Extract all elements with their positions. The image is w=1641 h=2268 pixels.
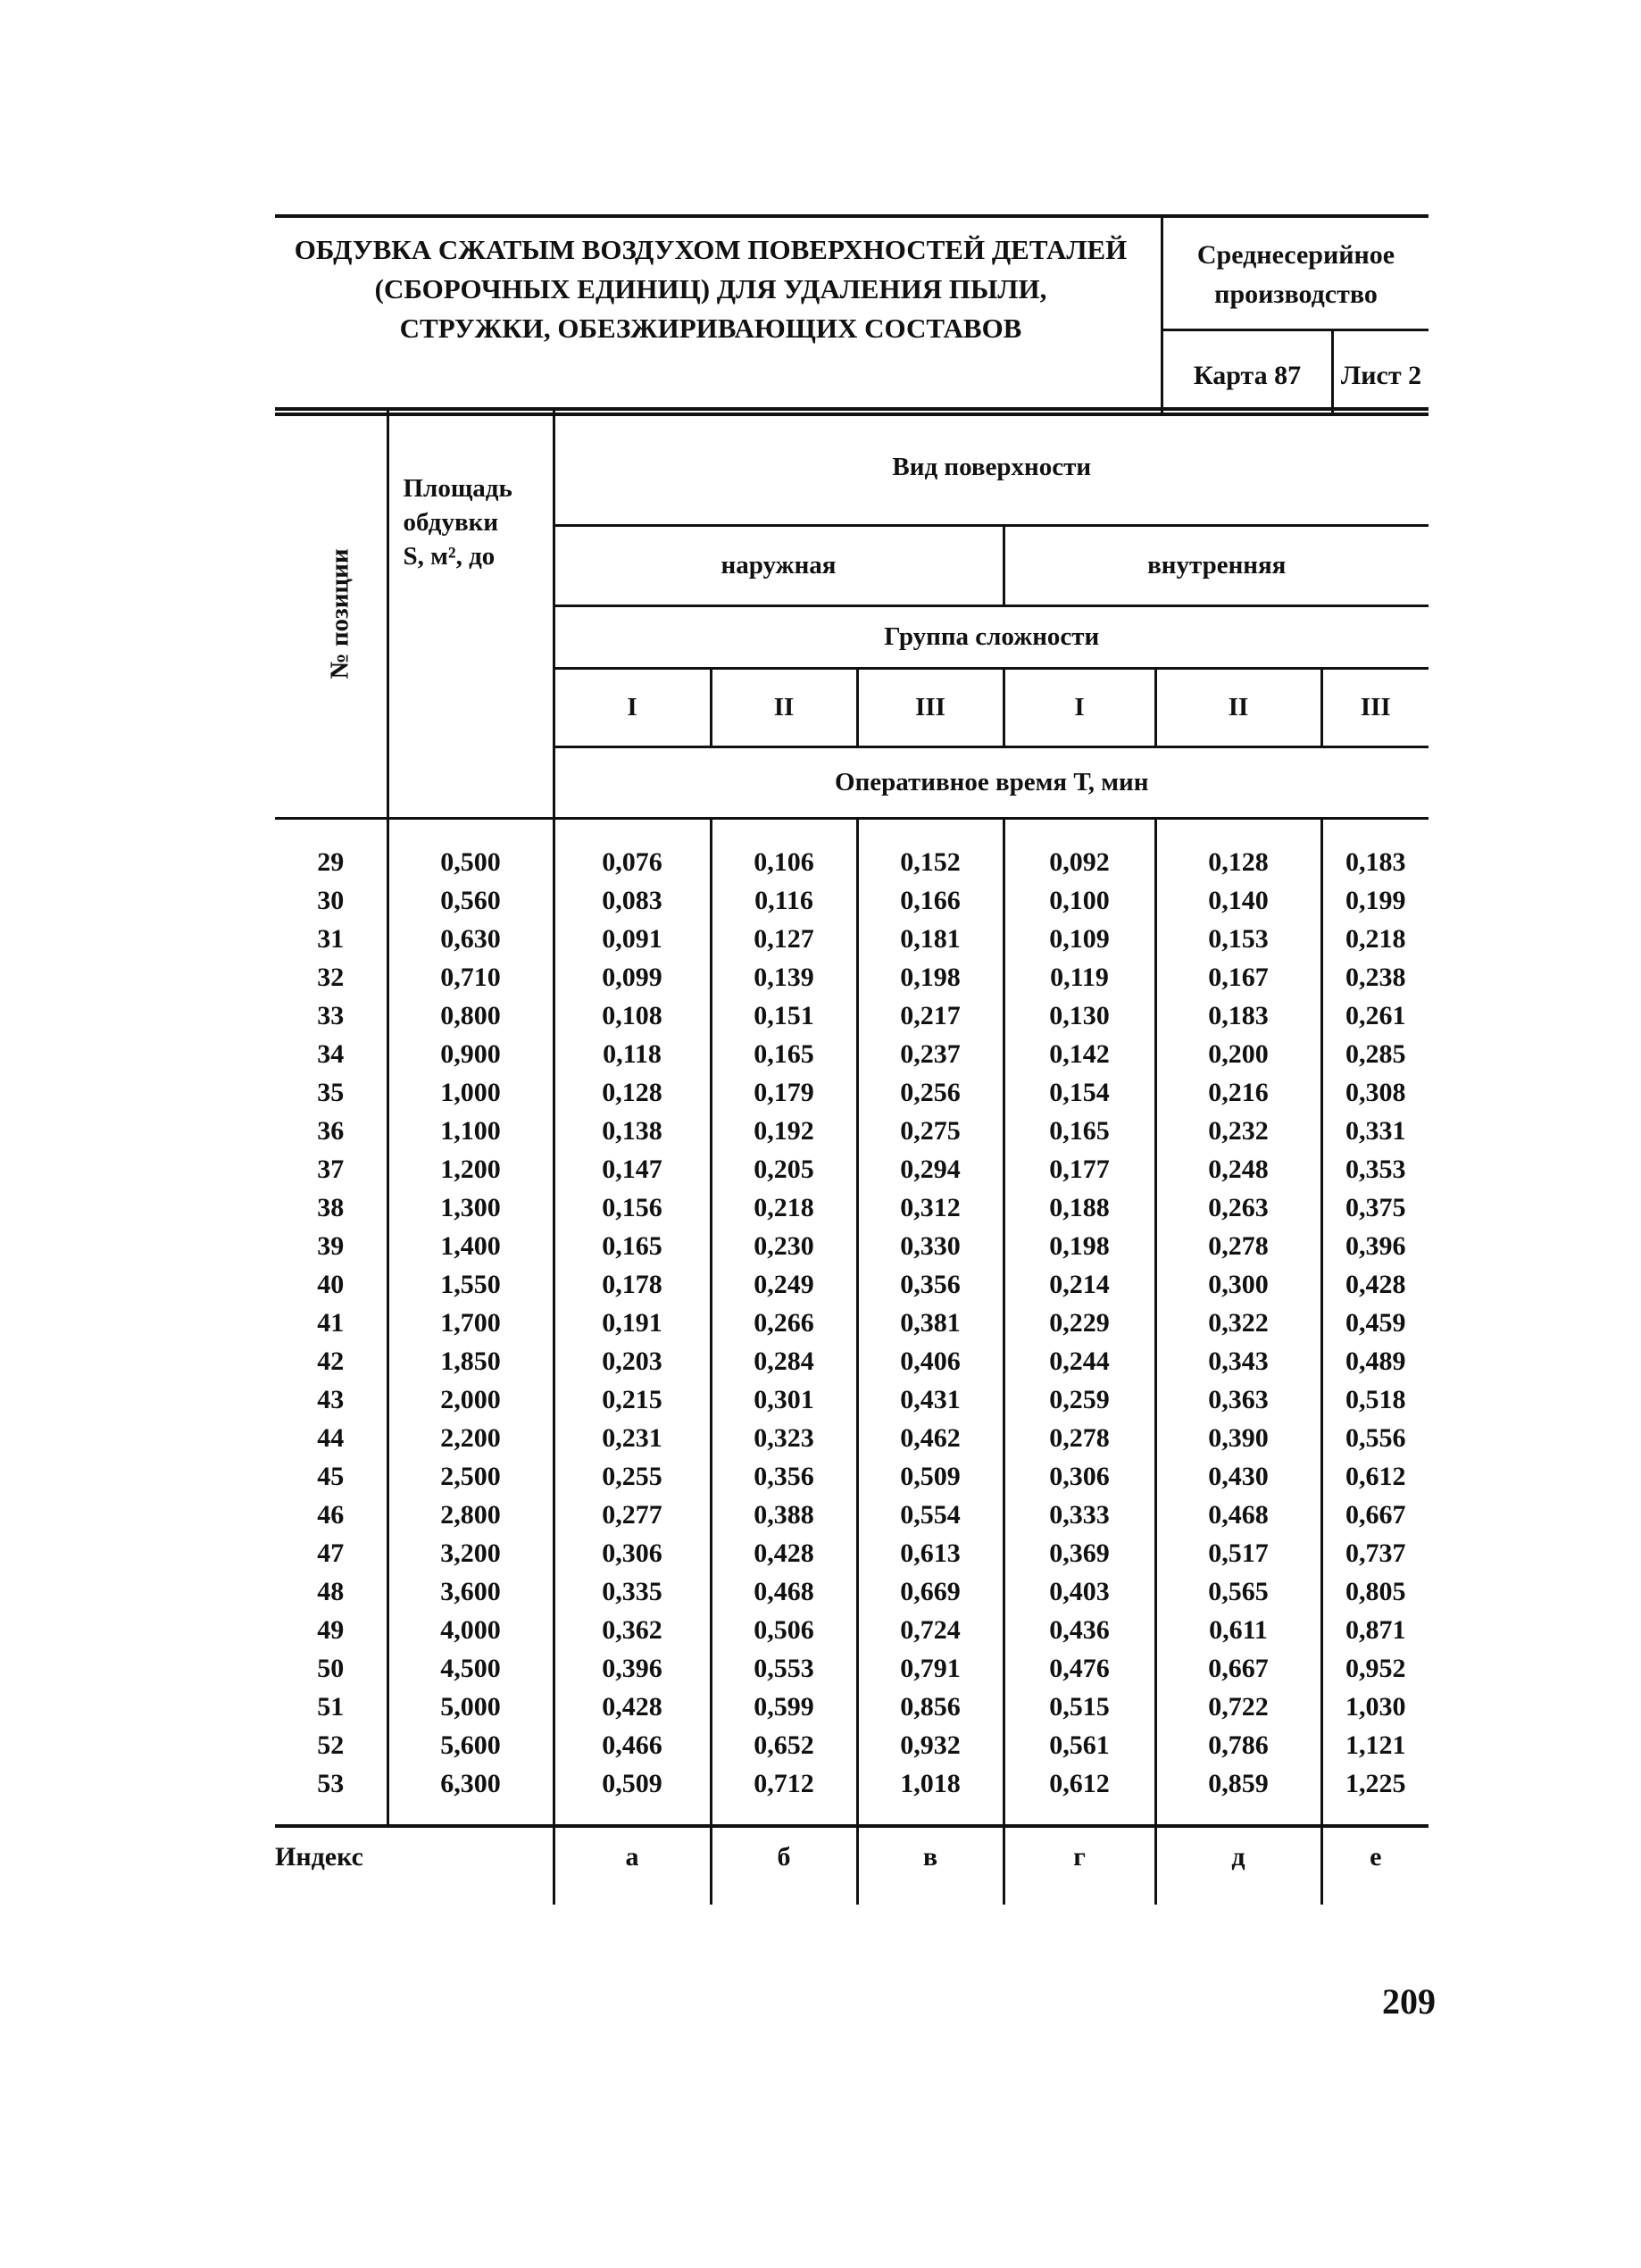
production-type <box>1163 236 1429 314</box>
time-cell: 0,466 <box>554 1726 711 1764</box>
time-cell: 0,127 <box>711 920 857 958</box>
area-cell: 3,200 <box>387 1534 554 1572</box>
position-cell: 33 <box>317 1000 345 1030</box>
table-row <box>275 1572 1429 1611</box>
time-cell: 0,322 <box>1155 1304 1321 1342</box>
time-cell: 0,599 <box>711 1688 857 1726</box>
time-cell: 0,083 <box>554 881 711 920</box>
time-cell: 0,506 <box>711 1611 857 1649</box>
time-cell: 0,554 <box>857 1496 1004 1534</box>
group-header: II <box>711 668 857 746</box>
time-cell: 0,198 <box>857 958 1004 996</box>
time-cell: 0,396 <box>1321 1227 1429 1265</box>
time-cell: 0,932 <box>857 1726 1004 1764</box>
group-header: I <box>1004 668 1155 746</box>
position-cell: 47 <box>317 1538 345 1568</box>
position-cell: 45 <box>317 1461 345 1491</box>
time-cell: 0,667 <box>1155 1649 1321 1688</box>
table-row <box>275 1611 1429 1649</box>
time-cell: 0,363 <box>1155 1380 1321 1419</box>
time-cell: 0,381 <box>857 1304 1004 1342</box>
table-row <box>275 818 1429 881</box>
area-cell: 0,900 <box>387 1035 554 1073</box>
table-row <box>275 1380 1429 1419</box>
time-cell: 0,218 <box>1321 920 1429 958</box>
position-cell: 51 <box>317 1691 345 1722</box>
time-cell: 0,188 <box>1004 1188 1155 1227</box>
area-cell: 1,550 <box>387 1265 554 1304</box>
time-cell: 0,468 <box>1155 1496 1321 1534</box>
time-cell: 0,375 <box>1321 1188 1429 1227</box>
time-cell: 0,301 <box>711 1380 857 1419</box>
time-cell: 0,140 <box>1155 881 1321 920</box>
time-cell: 0,459 <box>1321 1304 1429 1342</box>
table-row <box>275 1688 1429 1726</box>
position-cell: 32 <box>317 962 345 992</box>
time-cell: 0,952 <box>1321 1649 1429 1688</box>
time-cell: 0,128 <box>1155 818 1321 881</box>
time-cell: 0,431 <box>857 1380 1004 1419</box>
index-row <box>275 1826 1429 1905</box>
table-row <box>275 958 1429 996</box>
group-header: I <box>554 668 711 746</box>
time-cell: 0,509 <box>857 1457 1004 1496</box>
sheet-number: Лист 2 <box>1340 361 1422 390</box>
time-cell: 0,178 <box>554 1265 711 1304</box>
inner-surface-header: внутренняя <box>1004 525 1429 605</box>
document-title <box>275 230 1146 348</box>
area-cell: 4,000 <box>387 1611 554 1649</box>
table-row <box>275 1649 1429 1688</box>
time-cell: 0,255 <box>554 1457 711 1496</box>
area-header-line: S, м², до <box>403 542 496 571</box>
table-row <box>275 1150 1429 1188</box>
position-cell: 43 <box>317 1384 345 1414</box>
area-cell: 1,200 <box>387 1150 554 1188</box>
time-cell: 0,230 <box>711 1227 857 1265</box>
time-cell: 0,259 <box>1004 1380 1155 1419</box>
time-cell: 0,179 <box>711 1073 857 1112</box>
position-cell: 31 <box>317 923 345 954</box>
time-cell: 0,167 <box>1155 958 1321 996</box>
complexity-group-header: Группа сложности <box>554 605 1429 668</box>
table-row <box>275 881 1429 920</box>
table-row <box>275 1304 1429 1342</box>
operative-time-header: Оперативное время Т, мин <box>554 746 1429 818</box>
time-cell: 0,191 <box>554 1304 711 1342</box>
time-cell: 0,612 <box>1004 1764 1155 1826</box>
time-cell: 0,244 <box>1004 1342 1155 1380</box>
time-cell: 0,468 <box>711 1572 857 1611</box>
area-cell: 1,400 <box>387 1227 554 1265</box>
time-cell: 0,076 <box>554 818 711 881</box>
time-cell: 0,805 <box>1321 1572 1429 1611</box>
group-header: III <box>857 668 1004 746</box>
time-cell: 0,396 <box>554 1649 711 1688</box>
card-number: Карта 87 <box>1193 361 1302 390</box>
table-row <box>275 1342 1429 1380</box>
table-row <box>275 1073 1429 1112</box>
table-row <box>275 1496 1429 1534</box>
time-cell: 0,177 <box>1004 1150 1155 1188</box>
card-header <box>275 214 1429 416</box>
table-row <box>275 1112 1429 1150</box>
area-cell: 0,630 <box>387 920 554 958</box>
title-line: ОБДУВКА СЖАТЫМ ВОЗДУХОМ ПОВЕРХНОСТЕЙ ДЕТАЛЕЙ <box>294 234 1128 265</box>
area-header-line: обдувки <box>403 508 499 537</box>
index-cell: е <box>1321 1826 1429 1905</box>
time-cell: 0,200 <box>1155 1035 1321 1073</box>
time-cell: 0,489 <box>1321 1342 1429 1380</box>
position-cell: 52 <box>317 1730 345 1760</box>
area-cell: 0,800 <box>387 996 554 1035</box>
time-cell: 0,403 <box>1004 1572 1155 1611</box>
position-cell: 38 <box>317 1192 345 1222</box>
time-cell: 0,406 <box>857 1342 1004 1380</box>
table-row <box>275 1265 1429 1304</box>
time-cell: 0,108 <box>554 996 711 1035</box>
time-cell: 0,138 <box>554 1112 711 1150</box>
time-cell: 0,183 <box>1321 818 1429 881</box>
time-cell: 0,256 <box>857 1073 1004 1112</box>
time-cell: 0,476 <box>1004 1649 1155 1688</box>
area-cell: 4,500 <box>387 1649 554 1688</box>
position-cell: 30 <box>317 885 345 915</box>
time-cell: 0,306 <box>1004 1457 1155 1496</box>
time-cell: 0,154 <box>1004 1073 1155 1112</box>
time-cell: 0,099 <box>554 958 711 996</box>
time-cell: 0,323 <box>711 1419 857 1457</box>
time-cell: 0,237 <box>857 1035 1004 1073</box>
time-cell: 1,030 <box>1321 1688 1429 1726</box>
time-cell: 1,121 <box>1321 1726 1429 1764</box>
time-cell: 0,166 <box>857 881 1004 920</box>
area-cell: 3,600 <box>387 1572 554 1611</box>
time-cell: 0,142 <box>1004 1035 1155 1073</box>
group-header: II <box>1155 668 1321 746</box>
area-cell: 1,100 <box>387 1112 554 1150</box>
area-cell: 6,300 <box>387 1764 554 1826</box>
position-cell: 34 <box>317 1038 345 1069</box>
time-cell: 0,278 <box>1155 1227 1321 1265</box>
area-cell: 1,300 <box>387 1188 554 1227</box>
position-cell: 40 <box>317 1269 345 1299</box>
area-header <box>387 409 554 818</box>
time-cell: 0,362 <box>554 1611 711 1649</box>
time-cell: 0,153 <box>1155 920 1321 958</box>
time-cell: 0,613 <box>857 1534 1004 1572</box>
index-cell: д <box>1155 1826 1321 1905</box>
time-cell: 1,225 <box>1321 1764 1429 1826</box>
time-cell: 0,165 <box>711 1035 857 1073</box>
time-cell: 0,330 <box>857 1227 1004 1265</box>
norms-table <box>275 407 1429 1905</box>
time-cell: 0,612 <box>1321 1457 1429 1496</box>
time-cell: 0,118 <box>554 1035 711 1073</box>
time-cell: 0,231 <box>554 1419 711 1457</box>
time-cell: 0,218 <box>711 1188 857 1227</box>
time-cell: 0,183 <box>1155 996 1321 1035</box>
time-cell: 0,722 <box>1155 1688 1321 1726</box>
area-cell: 0,500 <box>387 818 554 881</box>
time-cell: 0,205 <box>711 1150 857 1188</box>
time-cell: 0,791 <box>857 1649 1004 1688</box>
time-cell: 0,462 <box>857 1419 1004 1457</box>
position-cell: 42 <box>317 1346 345 1376</box>
time-cell: 0,091 <box>554 920 711 958</box>
time-cell: 0,669 <box>857 1572 1004 1611</box>
time-cell: 0,353 <box>1321 1150 1429 1188</box>
time-cell: 0,198 <box>1004 1227 1155 1265</box>
time-cell: 0,165 <box>1004 1112 1155 1150</box>
position-header-label: № позиции <box>325 548 354 680</box>
time-cell: 0,306 <box>554 1534 711 1572</box>
table-row <box>275 920 1429 958</box>
position-cell: 44 <box>317 1422 345 1453</box>
group-header: III <box>1321 668 1429 746</box>
time-cell: 0,786 <box>1155 1726 1321 1764</box>
time-cell: 0,216 <box>1155 1073 1321 1112</box>
time-cell: 0,652 <box>711 1726 857 1764</box>
time-cell: 0,312 <box>857 1188 1004 1227</box>
time-cell: 0,119 <box>1004 958 1155 996</box>
production-line: производство <box>1214 279 1378 309</box>
time-cell: 0,517 <box>1155 1534 1321 1572</box>
area-cell: 1,000 <box>387 1073 554 1112</box>
time-cell: 0,275 <box>857 1112 1004 1150</box>
time-cell: 0,284 <box>711 1342 857 1380</box>
time-cell: 0,667 <box>1321 1496 1429 1534</box>
table-row <box>275 1227 1429 1265</box>
time-cell: 0,388 <box>711 1496 857 1534</box>
time-cell: 0,214 <box>1004 1265 1155 1304</box>
time-cell: 0,277 <box>554 1496 711 1534</box>
area-cell: 2,000 <box>387 1380 554 1419</box>
production-line: Среднесерийное <box>1196 240 1395 270</box>
position-cell: 46 <box>317 1499 345 1530</box>
time-cell: 0,232 <box>1155 1112 1321 1150</box>
time-cell: 0,106 <box>711 818 857 881</box>
time-cell: 0,724 <box>857 1611 1004 1649</box>
time-cell: 0,436 <box>1004 1611 1155 1649</box>
header-divider <box>1163 329 1429 331</box>
time-cell: 0,515 <box>1004 1688 1155 1726</box>
surface-type-header: Вид поверхности <box>554 409 1429 525</box>
time-cell: 0,859 <box>1155 1764 1321 1826</box>
index-label: Индекс <box>275 1841 363 1872</box>
time-cell: 0,229 <box>1004 1304 1155 1342</box>
time-cell: 0,390 <box>1155 1419 1321 1457</box>
time-cell: 0,100 <box>1004 881 1155 920</box>
area-cell: 2,200 <box>387 1419 554 1457</box>
area-cell: 5,000 <box>387 1688 554 1726</box>
area-cell: 5,600 <box>387 1726 554 1764</box>
title-line: (СБОРОЧНЫХ ЕДИНИЦ) ДЛЯ УДАЛЕНИЯ ПЫЛИ, <box>374 273 1047 304</box>
time-cell: 0,369 <box>1004 1534 1155 1572</box>
time-cell: 0,308 <box>1321 1073 1429 1112</box>
time-cell: 0,285 <box>1321 1035 1429 1073</box>
time-cell: 0,128 <box>554 1073 711 1112</box>
time-cell: 0,428 <box>1321 1265 1429 1304</box>
time-cell: 0,333 <box>1004 1496 1155 1534</box>
time-cell: 0,509 <box>554 1764 711 1826</box>
position-cell: 36 <box>317 1115 345 1146</box>
table-row <box>275 1534 1429 1572</box>
outer-surface-header: наружная <box>554 525 1004 605</box>
area-cell: 2,800 <box>387 1496 554 1534</box>
time-cell: 0,203 <box>554 1342 711 1380</box>
time-cell: 0,300 <box>1155 1265 1321 1304</box>
time-cell: 0,192 <box>711 1112 857 1150</box>
area-cell: 0,560 <box>387 881 554 920</box>
area-cell: 0,710 <box>387 958 554 996</box>
time-cell: 0,130 <box>1004 996 1155 1035</box>
time-cell: 0,152 <box>857 818 1004 881</box>
time-cell: 0,139 <box>711 958 857 996</box>
time-cell: 0,109 <box>1004 920 1155 958</box>
time-cell: 0,871 <box>1321 1611 1429 1649</box>
position-cell: 37 <box>317 1154 345 1184</box>
time-cell: 0,266 <box>711 1304 857 1342</box>
time-cell: 0,092 <box>1004 818 1155 881</box>
time-cell: 0,248 <box>1155 1150 1321 1188</box>
time-cell: 0,335 <box>554 1572 711 1611</box>
page-number: 209 <box>1382 1981 1436 2022</box>
time-cell: 1,018 <box>857 1764 1004 1826</box>
time-cell: 0,556 <box>1321 1419 1429 1457</box>
time-cell: 0,249 <box>711 1265 857 1304</box>
position-cell: 29 <box>317 846 345 877</box>
table-row <box>275 996 1429 1035</box>
table-row <box>275 1188 1429 1227</box>
index-cell: а <box>554 1826 711 1905</box>
time-cell: 0,261 <box>1321 996 1429 1035</box>
time-cell: 0,238 <box>1321 958 1429 996</box>
time-cell: 0,165 <box>554 1227 711 1265</box>
area-cell: 1,700 <box>387 1304 554 1342</box>
time-cell: 0,553 <box>711 1649 857 1688</box>
time-cell: 0,278 <box>1004 1419 1155 1457</box>
time-cell: 0,611 <box>1155 1611 1321 1649</box>
time-cell: 0,356 <box>711 1457 857 1496</box>
time-cell: 0,430 <box>1155 1457 1321 1496</box>
title-line: СТРУЖКИ, ОБЕЗЖИРИВАЮЩИХ СОСТАВОВ <box>399 313 1022 344</box>
time-cell: 0,294 <box>857 1150 1004 1188</box>
time-cell: 0,356 <box>857 1265 1004 1304</box>
time-cell: 0,199 <box>1321 881 1429 920</box>
index-cell: б <box>711 1826 857 1905</box>
time-cell: 0,215 <box>554 1380 711 1419</box>
time-cell: 0,428 <box>554 1688 711 1726</box>
time-cell: 0,147 <box>554 1150 711 1188</box>
position-cell: 48 <box>317 1576 345 1606</box>
time-cell: 0,217 <box>857 996 1004 1035</box>
time-cell: 0,712 <box>711 1764 857 1826</box>
table-row <box>275 1419 1429 1457</box>
table-row <box>275 1035 1429 1073</box>
time-cell: 0,343 <box>1155 1342 1321 1380</box>
position-cell: 49 <box>317 1614 345 1645</box>
time-cell: 0,428 <box>711 1534 857 1572</box>
table-row <box>275 1764 1429 1826</box>
table-body <box>275 818 1429 1826</box>
position-cell: 35 <box>317 1077 345 1107</box>
time-cell: 0,151 <box>711 996 857 1035</box>
time-cell: 0,518 <box>1321 1380 1429 1419</box>
area-cell: 2,500 <box>387 1457 554 1496</box>
table-row <box>275 1726 1429 1764</box>
time-cell: 0,331 <box>1321 1112 1429 1150</box>
table-row <box>275 1457 1429 1496</box>
position-cell: 41 <box>317 1307 345 1338</box>
time-cell: 0,737 <box>1321 1534 1429 1572</box>
position-header <box>275 409 387 818</box>
index-cell: г <box>1004 1826 1155 1905</box>
area-cell: 1,850 <box>387 1342 554 1380</box>
index-cell: в <box>857 1826 1004 1905</box>
area-header-line: Площадь <box>403 474 512 503</box>
time-cell: 0,156 <box>554 1188 711 1227</box>
time-cell: 0,561 <box>1004 1726 1155 1764</box>
time-cell: 0,856 <box>857 1688 1004 1726</box>
time-cell: 0,116 <box>711 881 857 920</box>
position-cell: 53 <box>275 1764 387 1826</box>
time-cell: 0,263 <box>1155 1188 1321 1227</box>
time-cell: 0,565 <box>1155 1572 1321 1611</box>
position-cell: 39 <box>317 1230 345 1261</box>
time-cell: 0,181 <box>857 920 1004 958</box>
position-cell: 50 <box>317 1653 345 1683</box>
